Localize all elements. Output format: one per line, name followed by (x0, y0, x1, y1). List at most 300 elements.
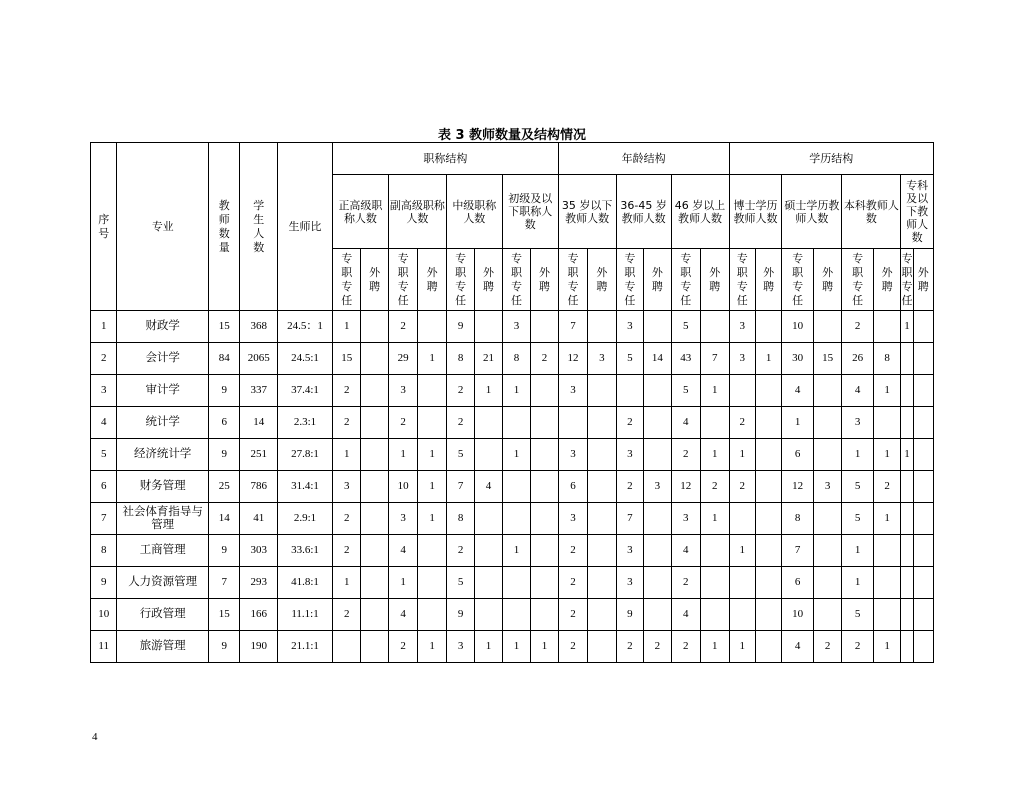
fulltime-cell: 2 (388, 311, 417, 343)
table-row (91, 599, 934, 631)
fulltime-cell: 10 (782, 311, 814, 343)
fulltime-cell: 2 (332, 599, 360, 631)
fulltime-cell: 2 (558, 535, 587, 567)
fulltime-cell (901, 343, 913, 375)
parttime-cell (755, 471, 781, 503)
fulltime-cell: 4 (671, 407, 700, 439)
parttime-cell: 2 (531, 343, 558, 375)
parttime-cell: 1 (418, 471, 446, 503)
row-number: 9 (91, 567, 117, 599)
table-row (91, 535, 934, 567)
fulltime-cell: 1 (388, 439, 417, 471)
parttime-cell (873, 311, 900, 343)
header-parttime: 外聘 (418, 249, 446, 311)
major-name: 经济统计学 (117, 439, 209, 471)
parttime-cell: 1 (418, 503, 446, 535)
student-count: 251 (240, 439, 278, 471)
fulltime-cell (729, 599, 755, 631)
parttime-cell: 3 (813, 471, 841, 503)
parttime-cell (755, 599, 781, 631)
header-edu-bachelor: 本科教师人数 (842, 175, 901, 249)
parttime-cell (913, 567, 933, 599)
parttime-cell (913, 439, 933, 471)
parttime-cell: 3 (644, 471, 671, 503)
fulltime-cell: 3 (558, 375, 587, 407)
fulltime-cell: 5 (842, 471, 874, 503)
header-fulltime: 专职专任 (332, 249, 360, 311)
parttime-cell (418, 535, 446, 567)
fulltime-cell: 7 (558, 311, 587, 343)
row-number: 11 (91, 631, 117, 663)
table-row (91, 343, 934, 375)
fulltime-cell: 1 (502, 439, 530, 471)
fulltime-cell: 2 (332, 503, 360, 535)
student-teacher-ratio: 33.6:1 (278, 535, 333, 567)
row-number: 1 (91, 311, 117, 343)
header-fulltime: 专职专任 (446, 249, 474, 311)
header-group-age: 年龄结构 (558, 143, 729, 175)
parttime-cell (361, 439, 388, 471)
fulltime-cell: 5 (842, 599, 874, 631)
fulltime-cell: 1 (332, 567, 360, 599)
fulltime-cell: 2 (558, 567, 587, 599)
parttime-cell (418, 599, 446, 631)
parttime-cell: 1 (701, 439, 729, 471)
student-count: 303 (240, 535, 278, 567)
parttime-cell: 21 (475, 343, 502, 375)
student-teacher-ratio: 2.9:1 (278, 503, 333, 535)
parttime-cell (813, 375, 841, 407)
table-row (91, 375, 934, 407)
parttime-cell (755, 407, 781, 439)
parttime-cell: 1 (418, 439, 446, 471)
header-fulltime: 专职专任 (616, 249, 643, 311)
parttime-cell: 7 (701, 343, 729, 375)
parttime-cell (588, 471, 616, 503)
major-name: 会计学 (117, 343, 209, 375)
parttime-cell: 1 (475, 375, 502, 407)
fulltime-cell: 8 (446, 343, 474, 375)
parttime-cell: 2 (701, 471, 729, 503)
fulltime-cell: 2 (446, 535, 474, 567)
major-name: 工商管理 (117, 535, 209, 567)
teacher-count: 84 (208, 343, 240, 375)
parttime-cell (701, 599, 729, 631)
parttime-cell (361, 375, 388, 407)
fulltime-cell: 2 (558, 599, 587, 631)
fulltime-cell: 4 (388, 599, 417, 631)
fulltime-cell (729, 567, 755, 599)
fulltime-cell: 1 (901, 439, 913, 471)
header-fulltime: 专职专任 (901, 249, 913, 311)
parttime-cell (913, 631, 933, 663)
parttime-cell: 1 (873, 503, 900, 535)
fulltime-cell: 4 (782, 631, 814, 663)
student-count: 166 (240, 599, 278, 631)
parttime-cell (913, 471, 933, 503)
parttime-cell: 4 (475, 471, 502, 503)
parttime-cell (913, 311, 933, 343)
fulltime-cell: 26 (842, 343, 874, 375)
parttime-cell (644, 599, 671, 631)
header-senior-title: 正高级职称人数 (332, 175, 388, 249)
fulltime-cell (901, 471, 913, 503)
parttime-cell (361, 535, 388, 567)
parttime-cell: 2 (873, 471, 900, 503)
fulltime-cell (558, 407, 587, 439)
student-count: 293 (240, 567, 278, 599)
fulltime-cell: 2 (729, 471, 755, 503)
fulltime-cell: 1 (782, 407, 814, 439)
fulltime-cell: 15 (332, 343, 360, 375)
parttime-cell (588, 535, 616, 567)
parttime-cell: 1 (701, 503, 729, 535)
fulltime-cell: 2 (671, 439, 700, 471)
fulltime-cell: 1 (729, 631, 755, 663)
student-count: 368 (240, 311, 278, 343)
parttime-cell (531, 407, 558, 439)
fulltime-cell: 9 (616, 599, 643, 631)
parttime-cell (531, 567, 558, 599)
fulltime-cell: 5 (671, 311, 700, 343)
parttime-cell: 2 (644, 631, 671, 663)
header-parttime: 外聘 (475, 249, 502, 311)
parttime-cell (873, 567, 900, 599)
parttime-cell (418, 567, 446, 599)
teacher-count: 9 (208, 535, 240, 567)
page-number: 4 (92, 731, 98, 743)
header-no: 序号 (91, 143, 117, 311)
teacher-count: 15 (208, 311, 240, 343)
fulltime-cell: 3 (842, 407, 874, 439)
student-teacher-ratio: 24.5：1 (278, 311, 333, 343)
header-parttime: 外聘 (755, 249, 781, 311)
parttime-cell (475, 599, 502, 631)
fulltime-cell (901, 535, 913, 567)
fulltime-cell: 1 (502, 631, 530, 663)
parttime-cell (813, 407, 841, 439)
parttime-cell (588, 567, 616, 599)
header-fulltime: 专职专任 (782, 249, 814, 311)
fulltime-cell: 5 (616, 343, 643, 375)
parttime-cell (361, 343, 388, 375)
fulltime-cell (502, 407, 530, 439)
fulltime-cell: 3 (616, 535, 643, 567)
header-group-title: 职称结构 (332, 143, 558, 175)
header-fulltime: 专职专任 (388, 249, 417, 311)
fulltime-cell: 2 (671, 567, 700, 599)
fulltime-cell: 3 (388, 375, 417, 407)
parttime-cell (418, 375, 446, 407)
major-name: 财务管理 (117, 471, 209, 503)
row-number: 10 (91, 599, 117, 631)
parttime-cell (361, 503, 388, 535)
parttime-cell (475, 503, 502, 535)
parttime-cell (813, 311, 841, 343)
fulltime-cell: 1 (729, 535, 755, 567)
parttime-cell: 1 (701, 631, 729, 663)
table-row (91, 567, 934, 599)
header-edu-master: 硕士学历教师人数 (782, 175, 842, 249)
fulltime-cell: 7 (446, 471, 474, 503)
parttime-cell (873, 599, 900, 631)
header-intermediate-title: 中级职称人数 (446, 175, 502, 249)
parttime-cell (813, 535, 841, 567)
parttime-cell (913, 343, 933, 375)
header-teachers: 教师数量 (208, 143, 240, 311)
fulltime-cell: 1 (502, 375, 530, 407)
parttime-cell (644, 407, 671, 439)
parttime-cell (813, 503, 841, 535)
fulltime-cell (901, 503, 913, 535)
fulltime-cell: 10 (782, 599, 814, 631)
major-name: 财政学 (117, 311, 209, 343)
header-fulltime: 专职专任 (842, 249, 874, 311)
fulltime-cell (729, 503, 755, 535)
student-teacher-ratio: 24.5:1 (278, 343, 333, 375)
header-age-36-45: 36-45 岁教师人数 (616, 175, 671, 249)
table-row (91, 439, 934, 471)
header-parttime: 外聘 (701, 249, 729, 311)
parttime-cell (644, 311, 671, 343)
fulltime-cell: 2 (729, 407, 755, 439)
fulltime-cell: 2 (842, 311, 874, 343)
fulltime-cell: 2 (388, 407, 417, 439)
fulltime-cell: 5 (842, 503, 874, 535)
parttime-cell (475, 311, 502, 343)
fulltime-cell (901, 375, 913, 407)
student-teacher-ratio: 21.1:1 (278, 631, 333, 663)
table-row (91, 631, 934, 663)
student-teacher-ratio: 37.4:1 (278, 375, 333, 407)
fulltime-cell (901, 567, 913, 599)
header-associate-title: 副高级职称人数 (388, 175, 446, 249)
fulltime-cell: 1 (502, 535, 530, 567)
fulltime-cell: 3 (729, 311, 755, 343)
student-count: 2065 (240, 343, 278, 375)
fulltime-cell (332, 631, 360, 663)
parttime-cell (361, 567, 388, 599)
parttime-cell (813, 567, 841, 599)
parttime-cell (588, 407, 616, 439)
fulltime-cell: 2 (388, 631, 417, 663)
fulltime-cell: 3 (502, 311, 530, 343)
header-parttime: 外聘 (873, 249, 900, 311)
fulltime-cell: 3 (388, 503, 417, 535)
fulltime-cell: 6 (558, 471, 587, 503)
teacher-count: 14 (208, 503, 240, 535)
student-teacher-ratio: 27.8:1 (278, 439, 333, 471)
header-junior-title: 初级及以下职称人数 (502, 175, 558, 249)
parttime-cell (475, 407, 502, 439)
parttime-cell (531, 375, 558, 407)
parttime-cell (361, 599, 388, 631)
parttime-cell: 1 (873, 439, 900, 471)
fulltime-cell: 1 (332, 311, 360, 343)
parttime-cell (913, 375, 933, 407)
header-age-under35: 35 岁以下教师人数 (558, 175, 616, 249)
fulltime-cell (502, 471, 530, 503)
parttime-cell (475, 567, 502, 599)
fulltime-cell: 3 (616, 567, 643, 599)
major-name: 人力资源管理 (117, 567, 209, 599)
header-edu-doctor: 博士学历教师人数 (729, 175, 782, 249)
header-parttime: 外聘 (813, 249, 841, 311)
parttime-cell (701, 535, 729, 567)
student-teacher-ratio: 11.1:1 (278, 599, 333, 631)
teacher-count: 9 (208, 631, 240, 663)
fulltime-cell: 2 (842, 631, 874, 663)
fulltime-cell: 3 (671, 503, 700, 535)
teacher-count: 15 (208, 599, 240, 631)
parttime-cell: 8 (873, 343, 900, 375)
fulltime-cell: 3 (558, 503, 587, 535)
parttime-cell: 1 (755, 343, 781, 375)
header-fulltime: 专职专任 (671, 249, 700, 311)
fulltime-cell: 8 (446, 503, 474, 535)
fulltime-cell: 6 (782, 439, 814, 471)
fulltime-cell: 12 (782, 471, 814, 503)
fulltime-cell: 2 (332, 375, 360, 407)
parttime-cell (701, 567, 729, 599)
fulltime-cell: 2 (616, 631, 643, 663)
parttime-cell: 1 (418, 343, 446, 375)
fulltime-cell: 1 (729, 439, 755, 471)
parttime-cell (361, 631, 388, 663)
header-parttime: 外聘 (588, 249, 616, 311)
parttime-cell (913, 407, 933, 439)
parttime-cell (644, 439, 671, 471)
parttime-cell (361, 407, 388, 439)
fulltime-cell: 30 (782, 343, 814, 375)
student-teacher-ratio: 41.8:1 (278, 567, 333, 599)
fulltime-cell: 4 (782, 375, 814, 407)
fulltime-cell: 3 (616, 439, 643, 471)
parttime-cell: 2 (813, 631, 841, 663)
fulltime-cell: 2 (616, 471, 643, 503)
parttime-cell (418, 311, 446, 343)
fulltime-cell (901, 407, 913, 439)
parttime-cell (755, 439, 781, 471)
parttime-cell (588, 375, 616, 407)
parttime-cell: 1 (873, 631, 900, 663)
parttime-cell (475, 439, 502, 471)
parttime-cell (361, 311, 388, 343)
fulltime-cell: 10 (388, 471, 417, 503)
fulltime-cell: 8 (502, 343, 530, 375)
fulltime-cell: 1 (842, 439, 874, 471)
teacher-count: 25 (208, 471, 240, 503)
parttime-cell (588, 439, 616, 471)
row-number: 2 (91, 343, 117, 375)
fulltime-cell: 12 (558, 343, 587, 375)
parttime-cell (531, 535, 558, 567)
header-age-over46: 46 岁以上教师人数 (671, 175, 729, 249)
fulltime-cell: 3 (616, 311, 643, 343)
fulltime-cell (502, 599, 530, 631)
fulltime-cell: 12 (671, 471, 700, 503)
major-name: 审计学 (117, 375, 209, 407)
fulltime-cell: 3 (446, 631, 474, 663)
parttime-cell: 15 (813, 343, 841, 375)
fulltime-cell: 3 (729, 343, 755, 375)
student-count: 41 (240, 503, 278, 535)
parttime-cell (588, 503, 616, 535)
fulltime-cell: 1 (332, 439, 360, 471)
parttime-cell (418, 407, 446, 439)
fulltime-cell: 2 (616, 407, 643, 439)
row-number: 6 (91, 471, 117, 503)
header-edu-college: 专科及以下教师人数 (901, 175, 934, 249)
fulltime-cell: 3 (558, 439, 587, 471)
fulltime-cell (901, 599, 913, 631)
parttime-cell (644, 535, 671, 567)
fulltime-cell: 29 (388, 343, 417, 375)
parttime-cell (644, 375, 671, 407)
parttime-cell (813, 439, 841, 471)
fulltime-cell: 1 (842, 535, 874, 567)
row-number: 8 (91, 535, 117, 567)
student-teacher-ratio: 2.3:1 (278, 407, 333, 439)
header-students: 学生人数 (240, 143, 278, 311)
header-fulltime: 专职专任 (729, 249, 755, 311)
fulltime-cell (502, 567, 530, 599)
parttime-cell (531, 471, 558, 503)
fulltime-cell: 1 (388, 567, 417, 599)
header-ratio: 生师比 (278, 143, 333, 311)
fulltime-cell: 2 (332, 407, 360, 439)
fulltime-cell: 2 (446, 375, 474, 407)
student-count: 190 (240, 631, 278, 663)
fulltime-cell: 4 (388, 535, 417, 567)
fulltime-cell: 5 (446, 567, 474, 599)
parttime-cell (913, 503, 933, 535)
header-parttime: 外聘 (361, 249, 388, 311)
teacher-count: 7 (208, 567, 240, 599)
fulltime-cell: 2 (671, 631, 700, 663)
major-name: 旅游管理 (117, 631, 209, 663)
fulltime-cell: 1 (901, 311, 913, 343)
parttime-cell (475, 535, 502, 567)
parttime-cell (644, 567, 671, 599)
header-major: 专业 (117, 143, 209, 311)
student-count: 786 (240, 471, 278, 503)
parttime-cell (588, 631, 616, 663)
parttime-cell (588, 599, 616, 631)
student-teacher-ratio: 31.4:1 (278, 471, 333, 503)
parttime-cell (531, 503, 558, 535)
student-count: 14 (240, 407, 278, 439)
parttime-cell: 1 (531, 631, 558, 663)
header-parttime: 外聘 (531, 249, 558, 311)
parttime-cell: 1 (418, 631, 446, 663)
parttime-cell (644, 503, 671, 535)
parttime-cell (873, 407, 900, 439)
major-name: 行政管理 (117, 599, 209, 631)
fulltime-cell: 6 (782, 567, 814, 599)
table-row (91, 311, 934, 343)
fulltime-cell: 9 (446, 599, 474, 631)
header-fulltime: 专职专任 (558, 249, 587, 311)
parttime-cell (361, 471, 388, 503)
parttime-cell (531, 311, 558, 343)
parttime-cell (755, 535, 781, 567)
fulltime-cell: 8 (782, 503, 814, 535)
fulltime-cell: 7 (782, 535, 814, 567)
student-count: 337 (240, 375, 278, 407)
fulltime-cell (616, 375, 643, 407)
table-row (91, 503, 934, 535)
